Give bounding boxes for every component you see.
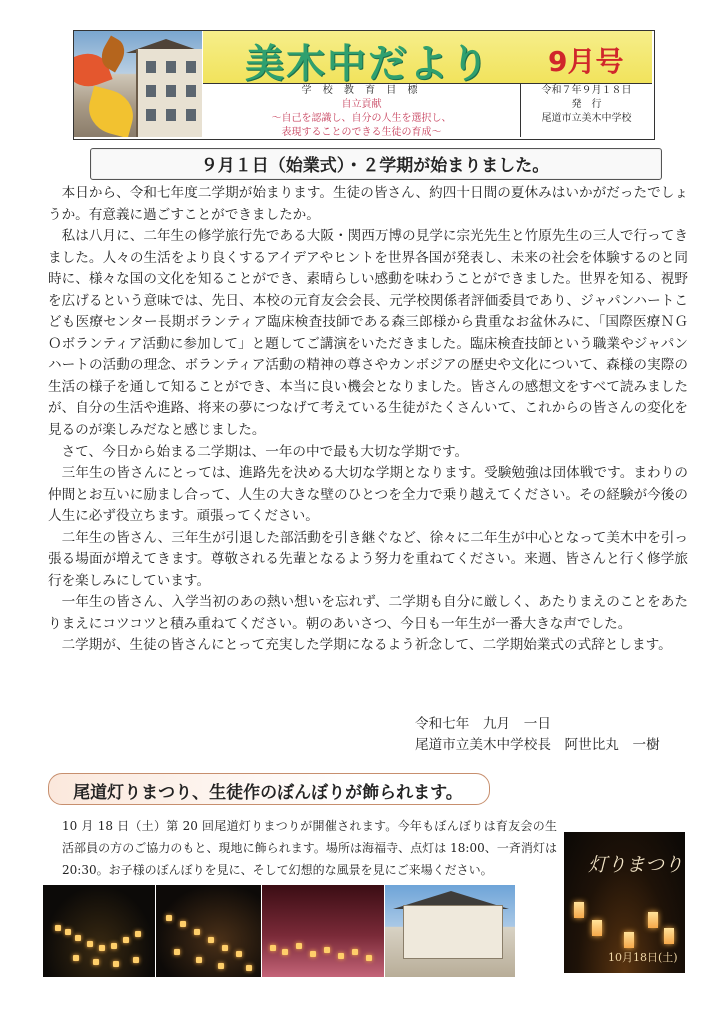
lantern-photo [156, 885, 261, 977]
paragraph: 二年生の皆さん、三年生が引退した部活動を引き継ぐなど、徐々に二年生が中心となって美木中を引っ張る場面が増えてきます。尊敬される先輩となるよう努力を重ねてください。来週、皆さんと行く修学旅行を楽しみにしています。 [48, 529, 688, 589]
lantern-photo [262, 885, 384, 977]
goals-line: 自立貢献 [341, 99, 382, 110]
section1-body [48, 183, 688, 657]
section2-body [62, 815, 557, 881]
school-photo [74, 31, 202, 137]
paragraph: 一年生の皆さん、入学当初のあの熱い想いを忘れず、二学期も自分に厳しく、あたりまえのことをあたりまえにコツコツと積み重ねてください。朝のあいさつ、今日も一年生が一番大きな声でした。 [48, 594, 688, 632]
goals-line: 表現することのできる生徒の育成～ [281, 127, 442, 138]
newsletter-title: 美木中だより [245, 42, 492, 87]
lantern-photo [43, 885, 155, 977]
section1-heading: ９月１日（始業式）・２学期が始まりました。 [200, 156, 550, 176]
issue-label: 9月号 [548, 45, 624, 78]
section2-heading: 尾道灯りまつり、生徒作のぼんぼりが飾られます。 [73, 783, 463, 803]
school-goals [203, 84, 521, 137]
paragraph: 二学期が、生徒の皆さんにとって充実した学期になるよう祈念して、二学期始業式の式辞とします。 [48, 637, 672, 654]
poster-date: 10月18日(土) [608, 951, 678, 964]
goals-line: ～自己を認識し、自分の人生を選択し、 [271, 113, 452, 124]
paragraph: 三年生の皆さんにとっては、進路先を決める大切な学期となります。受験勉強は団体戦です。まわりの仲間とお互いに励まし合って、人生の大きな壁のひとつを全力で乗り越えてください。その経験が今後の人生に必ず役立ちます。頑張ってください。 [48, 465, 688, 525]
publisher: 尾道市立美木中学校 [541, 113, 632, 124]
paragraph: さて、今日から始まる二学期は、一年の中で最も大切な学期です。 [48, 443, 469, 460]
signature-name: 尾道市立美木中学校長 阿世比丸 一樹 [415, 737, 660, 753]
paragraph: 本日から、令和七年度二学期が始まります。生徒の皆さん、約四十日間の夏休みはいかがだったでしょうか。有意義に過ごすことができましたか。 [48, 185, 688, 223]
paragraph: 10 月 18 日（土）第 20 回尾道灯りまつりが開催されます。今年もぼんぼりは育友会の生活部員の方のご協力のもと、現地に飾られます。場所は海福寺、点灯は 18:00、一斉消灯は 20:30。お子様のぼんぼりを見に、そして幻想的な風景を見にご来場ください。 [62, 819, 557, 877]
signature-date: 令和七年 九月 一日 [415, 716, 551, 732]
festival-poster [564, 832, 685, 973]
temple-photo [385, 885, 515, 977]
poster-title: 灯りまつり [588, 854, 684, 876]
paragraph: 私は八月に、二年生の修学旅行先である大阪・関西万博の見学に宗光先生と竹原先生の三人で行ってきました。人々の生活をより良くするアイデアやヒントを世界各国が発表し、未来の社会を体験するのと同時に、様々な国の文化を知ることができ、素晴らしい感動を味わうことができました。世界を知る、視野を広げるという意味では、先日、本校の元育友会会長、元学校関係者評価委員であり、ジャパンハートこども医療センター長期ボランティア臨床検査技師である森三郎様から貴重なお盆休みに、「国際医療ＮＧＯボランティア活動に参加して」と題してご講演をいただきました。臨床検査技師という職業やジャパンハートの活動の理念、ボランティア活動の精神の尊さやカンボジアの歴史や文化について、森様の実際の生活の様子を通して知ることができ、本当に良い機会となりました。皆さんの感想文をすべて読みましたが、自分の生活や進路、将来の夢につなげて考えている生徒がたくさんいて、これからの皆さんの変化を見るのが楽しみだなと感じました。 [48, 228, 688, 439]
publish-label: 発 行 [571, 99, 602, 110]
publication-info [521, 84, 652, 137]
goals-heading: 学 校 教 育 目 標 [301, 85, 422, 96]
publish-date: 令和７年９月１８日 [541, 85, 632, 96]
